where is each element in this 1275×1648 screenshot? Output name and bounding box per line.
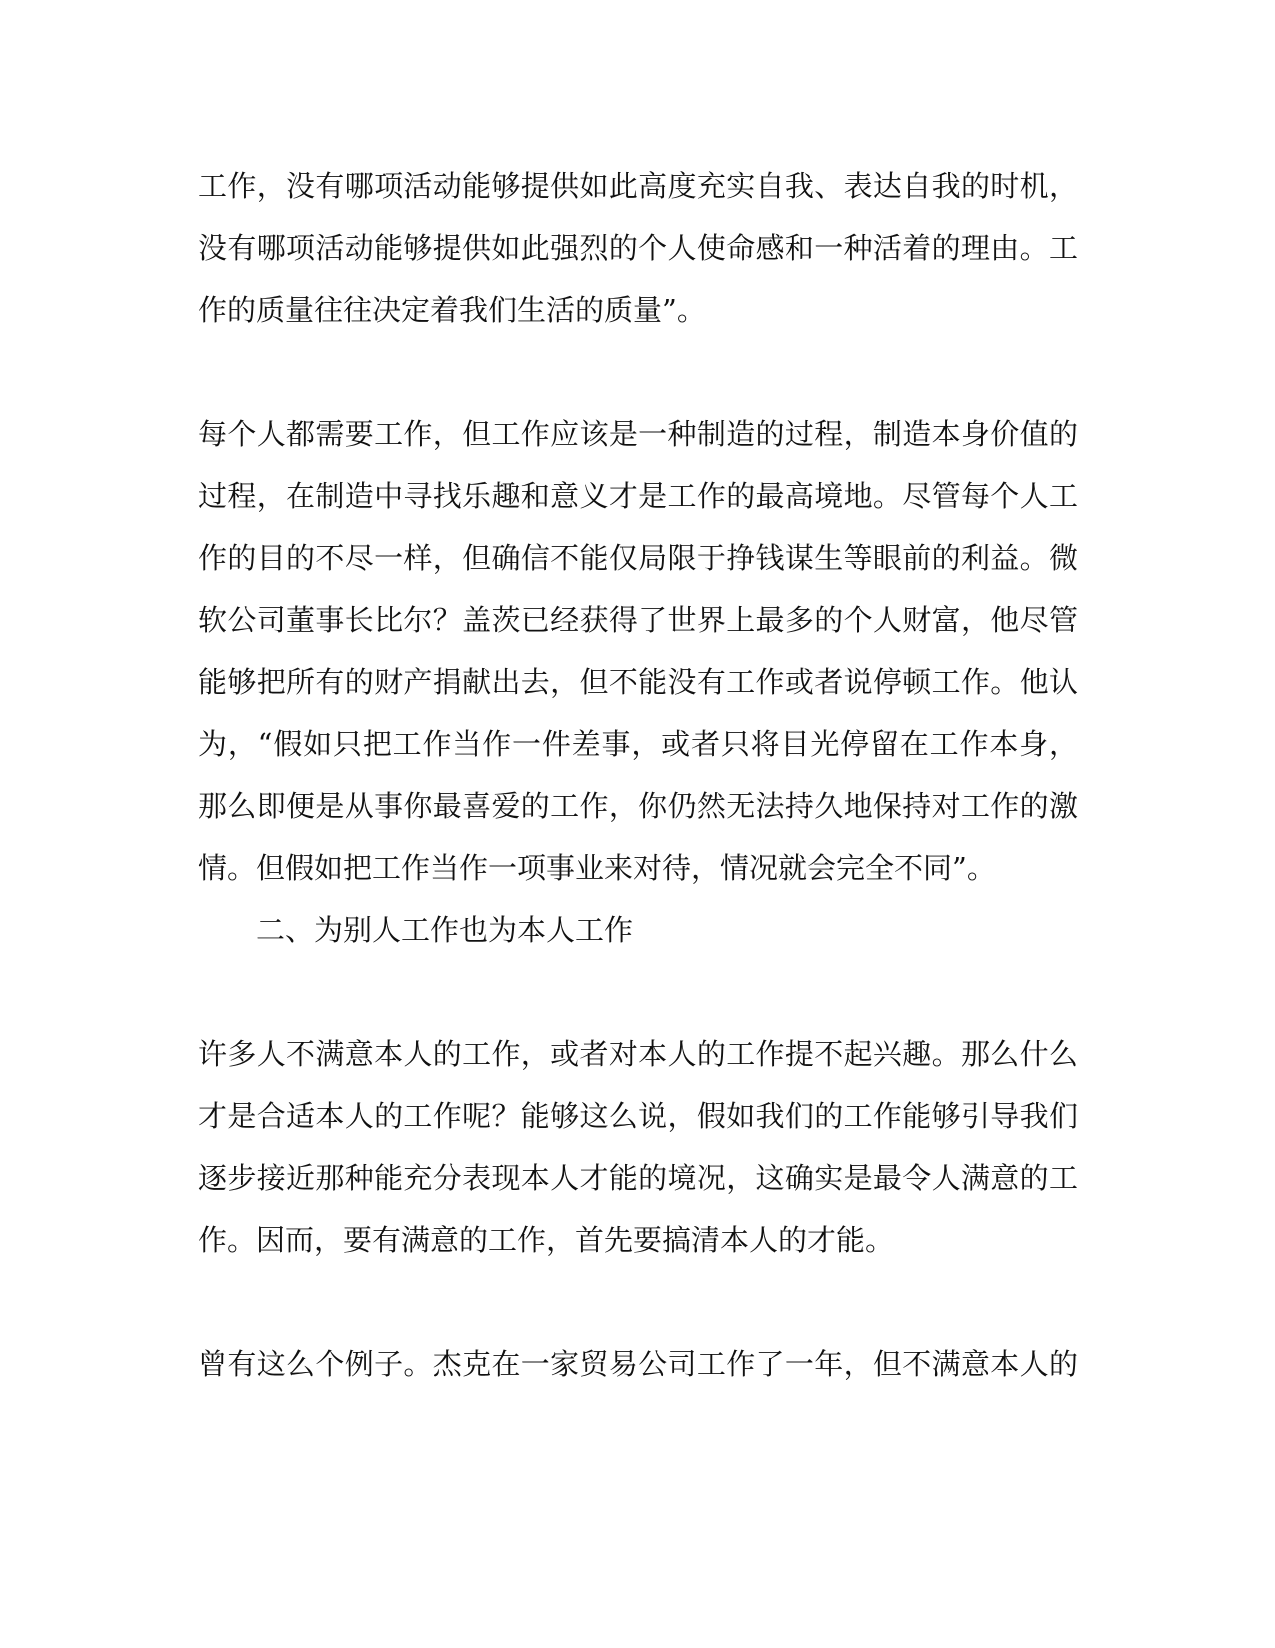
text-line: 工作，没有哪项活动能够提供如此高度充实自我、表达自我的时机，: [198, 169, 1078, 203]
text-line: 没有哪项活动能够提供如此强烈的个人使命感和一种活着的理由。工: [198, 231, 1078, 265]
text-line: 才是合适本人的工作呢？能够这么说，假如我们的工作能够引导我们: [198, 1099, 1078, 1133]
text-line: 软公司董事长比尔？盖茨已经获得了世界上最多的个人财富，他尽管: [198, 603, 1078, 637]
text-line: 作。因而，要有满意的工作，首先要搞清本人的才能。: [198, 1223, 895, 1257]
text-line: 每个人都需要工作，但工作应该是一种制造的过程，制造本身价值的: [198, 417, 1078, 451]
text-line: 为，“假如只把工作当作一件差事，或者只将目光停留在工作本身，: [198, 727, 1078, 761]
text-line: 作的质量往往决定着我们生活的质量”。: [198, 293, 706, 327]
text-line: 逐步接近那种能充分表现本人才能的境况，这确实是最令人满意的工: [198, 1161, 1078, 1195]
text-line: 作的目的不尽一样，但确信不能仅局限于挣钱谋生等眼前的利益。微: [198, 541, 1078, 575]
text-line: 过程，在制造中寻找乐趣和意义才是工作的最高境地。尽管每个人工: [198, 479, 1078, 513]
text-line: 情。但假如把工作当作一项事业来对待，情况就会完全不同”。: [198, 851, 996, 885]
text-line: 那么即便是从事你最喜爱的工作，你仍然无法持久地保持对工作的激: [198, 789, 1078, 823]
text-line: 能够把所有的财产捐献出去，但不能没有工作或者说停顿工作。他认: [198, 665, 1078, 699]
text-line: 许多人不满意本人的工作，或者对本人的工作提不起兴趣。那么什么: [198, 1037, 1078, 1071]
text-line: 曾有这么个例子。杰克在一家贸易公司工作了一年，但不满意本人的: [198, 1347, 1078, 1381]
section-heading: 二、为别人工作也为本人工作: [256, 913, 634, 947]
